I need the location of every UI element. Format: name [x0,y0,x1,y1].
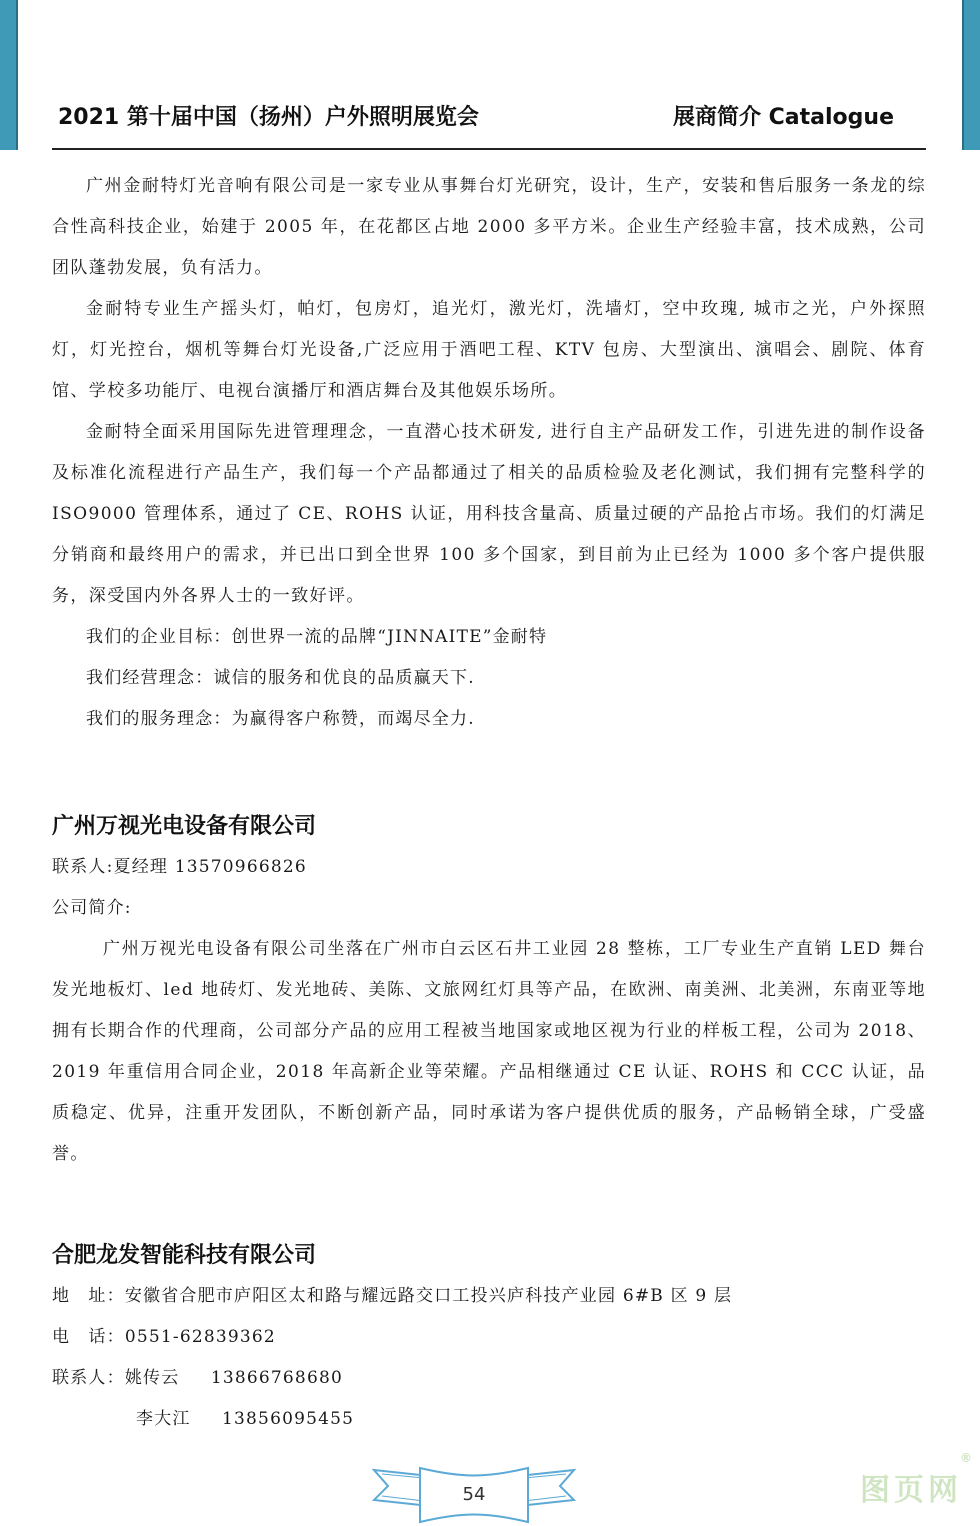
company-longfa-address: 安徽省合肥市庐阳区太和路与耀远路交口工投兴庐科技产业园 6#B 区 9 层 [124,1286,733,1306]
company-jinnaite-paragraph-3: 金耐特全面采用国际先进管理理念，一直潜心技术研发, 进行自主产品研发工作，引进先进的制作设备及标准化流程进行产品生产，我们每一个产品都通过了相关的品质检验及老化测试，我们拥有完整科学的 ISO9000 管理体系，通过了 CE、ROHS 认证，用科技含量高、质量过硬的产品抢占市场。我们的灯满足分销商和最终用户的需求，并已出口到全世界 100 多个国家，到目前为止已经为 1000 多个客户提供服务，深受国内外各界人士的一致好评。 [52,422,926,606]
registered-mark: ® [960,1451,972,1465]
contact-phone-1: 13866768680 [210,1368,343,1388]
contact-name-1: 姚传云 [124,1368,180,1388]
company-jinnaite-business-idea: 我们经营理念：诚信的服务和优良的品质赢天下. [86,668,475,688]
company-wanshi-intro-label: 公司简介: [52,898,132,918]
contact-name-2: 李大江 [136,1409,191,1429]
address-label: 地 址： [52,1286,125,1306]
company-jinnaite-goal: 我们的企业目标：创世界一流的品牌“JINNAITE”金耐特 [86,627,548,647]
left-side-bar [0,0,18,150]
company-jinnaite-section [52,166,926,740]
company-longfa-name: 合肥龙发智能科技有限公司 [52,1243,317,1268]
company-jinnaite-service-idea: 我们的服务理念：为赢得客户称赞，而竭尽全力. [86,709,475,729]
header-divider [52,148,926,150]
company-longfa-contact-row-1 [52,1358,926,1399]
company-longfa-address-row [52,1276,926,1317]
watermark [860,1451,972,1509]
contact-label: 联系人： [52,1368,125,1388]
company-jinnaite-paragraph-2: 金耐特专业生产摇头灯，帕灯，包房灯，追光灯，激光灯，洗墙灯，空中玫瑰, 城市之光，户外探照灯，灯光控台，烟机等舞台灯光设备,广泛应用于酒吧工程、KTV 包房、大型演出、演唱会、剧院、体育馆、学校多功能厅、电视台演播厅和酒店舞台及其他娱乐场所。 [52,299,926,401]
page-header [52,96,926,148]
company-wanshi-intro: 广州万视光电设备有限公司坐落在广州市白云区石井工业园 28 整栋，工厂专业生产直销 LED 舞台发光地板灯、led 地砖灯、发光地砖、美陈、文旅网红灯具等产品，在欧洲、南美洲、北美洲，东南亚等地拥有长期合作的代理商，公司部分产品的应用工程被当地国家或地区视为行业的样板工程，公司为 2018、2019 年重信用合同企业，2018 年高新企业等荣耀。产品相继通过 CE 认证、ROHS 和 CCC 认证，品质稳定、优异，注重开发团队，不断创新产品，同时承诺为客户提供优质的服务，产品畅销全球，广受盛誉。 [52,939,926,1164]
company-longfa-phone: 0551-62839362 [124,1327,276,1347]
company-jinnaite-paragraph-1: 广州金耐特灯光音响有限公司是一家专业从事舞台灯光研究，设计，生产，安装和售后服务一条龙的综合性高科技企业，始建于 2005 年，在花都区占地 2000 多平方米。企业生产经验丰富，技术成熟，公司团队蓬勃发展，负有活力。 [52,176,926,278]
company-longfa-section [52,1235,926,1440]
company-longfa-phone-row [52,1317,926,1358]
company-wanshi-section [52,806,926,1175]
page-content [52,166,926,1440]
right-side-bar [962,0,980,150]
page-number-ribbon [372,1466,576,1526]
page-number: 54 [462,1484,486,1505]
exhibition-title: 2021 第十届中国（扬州）户外照明展览会 [58,105,479,130]
company-wanshi-contact: 联系人:夏经理 13570966826 [52,857,307,877]
contact-phone-2: 13856095455 [222,1409,355,1429]
section-title: 展商简介 Catalogue [673,105,894,130]
watermark-text: 图页网 [860,1473,962,1508]
phone-label: 电 话： [52,1327,125,1347]
company-longfa-contact-row-2 [52,1399,926,1440]
company-wanshi-name: 广州万视光电设备有限公司 [52,814,317,839]
